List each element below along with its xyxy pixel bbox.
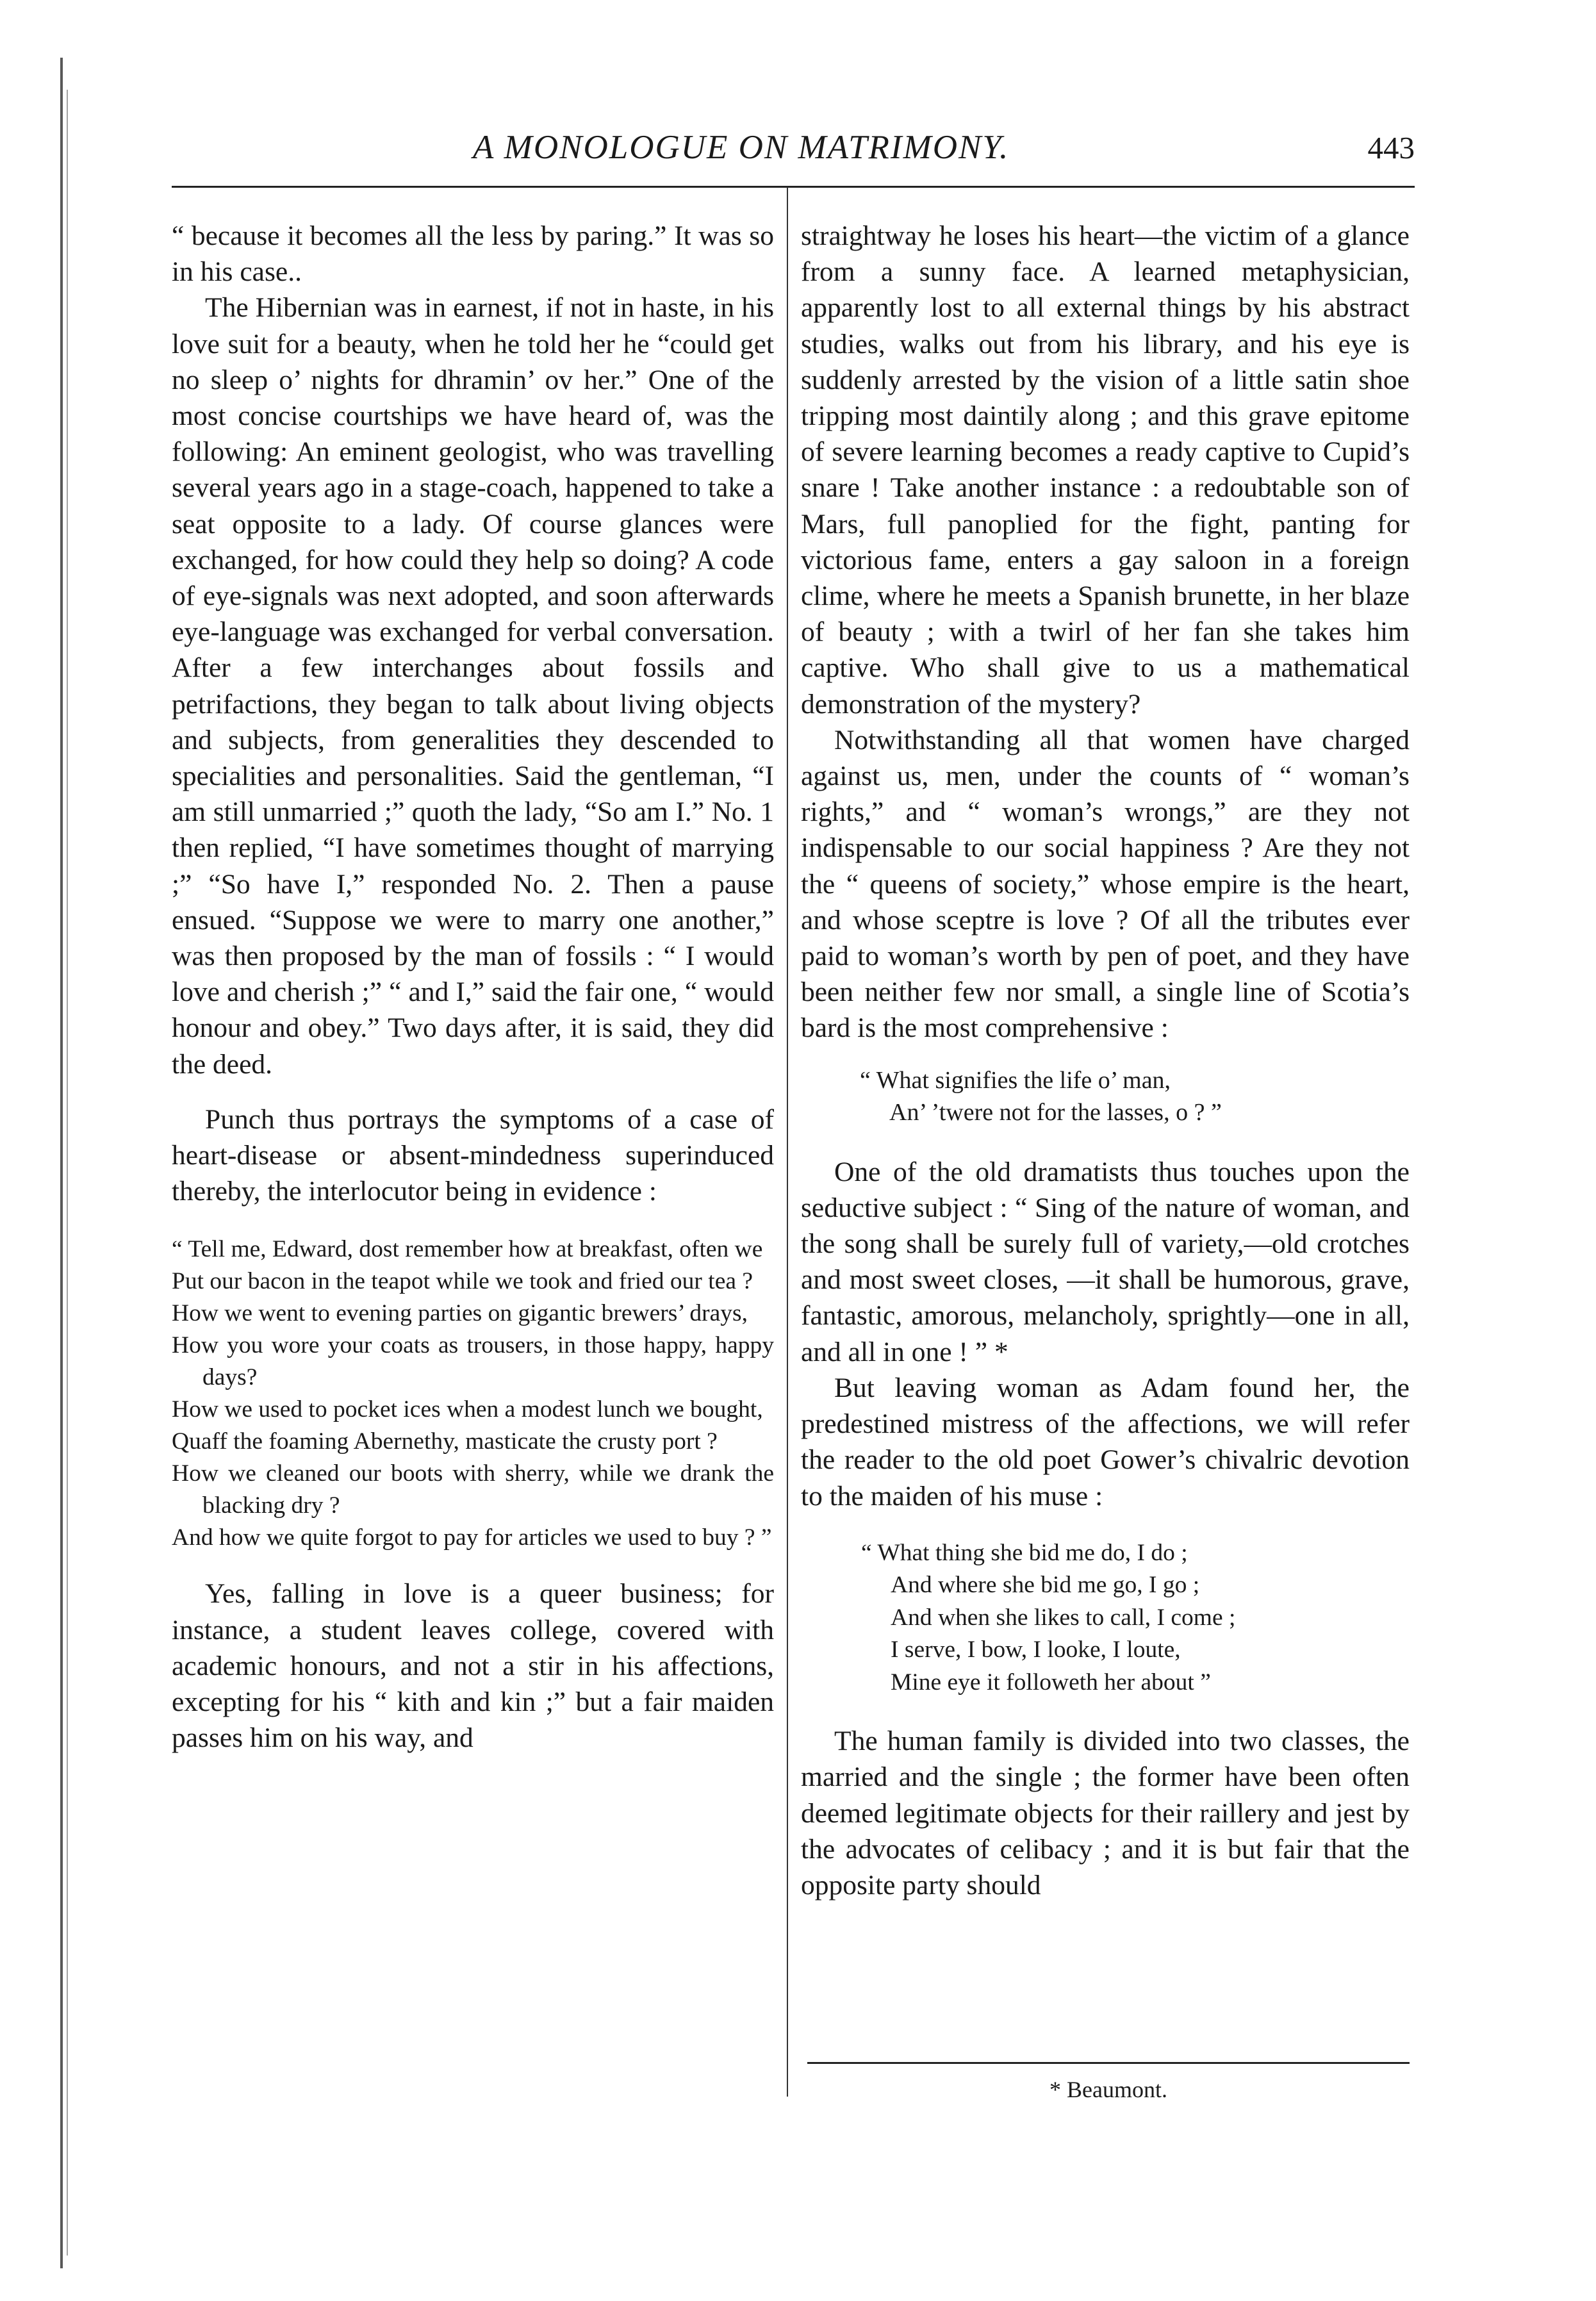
page-header	[172, 128, 1415, 186]
verse-line: “ What thing she bid me do, I do ;	[861, 1539, 1188, 1566]
binding-shadow-inner	[67, 90, 68, 2256]
paragraph: “ because it becomes all the less by paring.” It was so in his case..	[172, 220, 774, 288]
verse-line: How we cleaned our boots with sherry, while we drank the blacking dry ?	[172, 1460, 774, 1519]
footnote: * Beaumont.	[1049, 2077, 1167, 2102]
left-column	[172, 218, 774, 1756]
paragraph: Punch thus portrays the symptoms of a case of heart-disease or absent-mindedness superinduced thereby, the interlocutor being in evidence :	[172, 1103, 774, 1207]
verse-line: How we used to pocket ices when a modest lunch we bought,	[172, 1396, 763, 1423]
verse-line: And how we quite forgot to pay for articles we used to buy ? ”	[172, 1524, 772, 1551]
burns-verse	[801, 1064, 1410, 1128]
verse-line: How we went to evening parties on gigantic brewers’ drays,	[172, 1300, 748, 1327]
gower-verse	[801, 1537, 1410, 1699]
paragraph: One of the old dramatists thus touches upon the seductive subject : “ Sing of the nature of woman, and the song shall be surely full of variety,—old crotches and most sweet closes, —it shall be humorous, grave, fantastic, amorous, melancholy, sprightly—one in all, and all in one ! ” *	[801, 1156, 1410, 1367]
paragraph: The Hibernian was in earnest, if not in haste, in his love suit for a beauty, when he told her he “could get no sleep o’ nights for dhramin’ ov her.” One of the most concise courtships we have heard of, was the following: An eminent geologist, who was travelling several years ago in a stage-coach, happened to take a seat opposite to a lady. Of course glances were exchanged, for how could they help so doing? A code of eye-signals was next adopted, and soon afterwards eye-language was exchanged for verbal conversation. After a few interchanges about fossils and petrifactions, they began to talk about living objects and subjects, from generalities they descended to specialities and personalities. Said the gentleman, “I am still unmarried ;” quoth the lady, “So am I.” No. 1 then replied, “I have sometimes thought of marrying ;” “So have I,” responded No. 2. Then a pause ensued. “Suppose we were to marry one another,” was then proposed by the man of fossils : “ I would love and cherish ;” “ and I,” said the fair one, “ would honour and obey.” Two days after, it is said, they did the deed.	[172, 292, 774, 1080]
binding-edge	[50, 38, 59, 2281]
verse-line: Put our bacon in the teapot while we took and fried our tea ?	[172, 1268, 753, 1295]
paragraph: Notwithstanding all that women have charged against us, men, under the counts of “ woman’s rights,” and “ woman’s wrongs,” are they not indispensable to our social happiness ? Are they not the “ queens of society,” whose empire is the heart, and whose sceptre is love ? Of all the tributes ever paid to woman’s worth by pen of poet, and they have been neither few nor small, a single line of Scotia’s bard is the most comprehensive :	[801, 724, 1410, 1044]
header-rule	[172, 186, 1415, 188]
verse-line: An’ ’twere not for the lasses, o ? ”	[889, 1098, 1222, 1126]
verse-line: Quaff the foaming Abernethy, masticate the crusty port ?	[172, 1428, 718, 1455]
verse-line: Mine eye it followeth her about ”	[891, 1669, 1211, 1695]
verse-line: I serve, I bow, I looke, I loute,	[891, 1637, 1181, 1663]
paragraph: Yes, falling in love is a queer business; for instance, a student leaves college, covered with academic honours, and not a stir in his affections, excepting for his “ kith and kin ;” but a fair maiden passes him on his way, and	[172, 1578, 774, 1754]
verse-line: And when she likes to call, I come ;	[891, 1604, 1236, 1631]
verse-line: And where she bid me go, I go ;	[891, 1572, 1200, 1599]
paragraph: The human family is divided into two classes, the married and the single ; the former have been often deemed legitimate objects for their raillery and jest by the advocates of celibacy ; and it is but fair that the opposite party should	[801, 1726, 1410, 1901]
running-title: A MONOLOGUE ON MATRIMONY.	[473, 129, 1010, 166]
binding-shadow	[60, 58, 63, 2268]
column-divider	[787, 187, 788, 2097]
verse-line: “ What signifies the life o’ man,	[860, 1066, 1171, 1094]
page-number: 443	[1367, 130, 1415, 165]
paragraph: But leaving woman as Adam found her, the predestined mistress of the affections, we will refer the reader to the old poet Gower’s chivalric devotion to the maiden of his muse :	[801, 1372, 1410, 1512]
punch-verse	[172, 1233, 774, 1554]
paragraph: straightway he loses his heart—the victim of a glance from a sunny face. A learned metaphysician, apparently lost to all external things by his abstract studies, walks out from his library, and his eye is suddenly arrested by the vision of a little satin shoe tripping most daintily along ; and this grave epitome of severe learning becomes a ready captive to Cupid’s snare ! Take another instance : a redoubtable son of Mars, full panoplied for the fight, panting for victorious fame, enters a gay saloon in a foreign clime, where he meets a Spanish brunette, in her blaze of beauty ; with a twirl of her fan she takes him captive. Who shall give to us a mathematical demonstration of the mystery?	[801, 220, 1410, 720]
verse-line: “ Tell me, Edward, dost remember how at breakfast, often we	[172, 1236, 763, 1263]
right-column	[801, 218, 1410, 1903]
footnote-rule	[807, 2062, 1410, 2064]
verse-line: How you wore your coats as trousers, in those happy, happy days?	[172, 1332, 774, 1391]
